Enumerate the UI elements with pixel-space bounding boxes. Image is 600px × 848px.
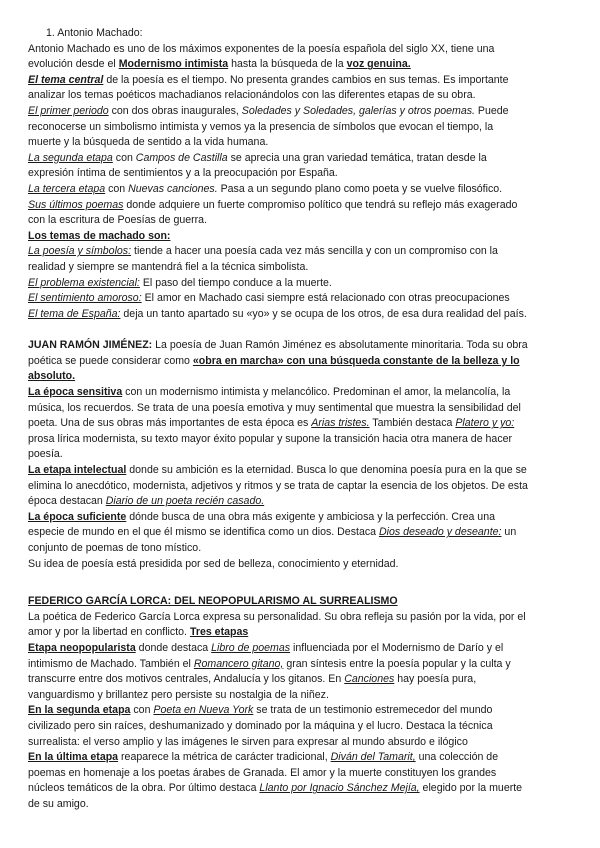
machado-periodo-2 bbox=[28, 151, 528, 182]
label: La época sensitiva bbox=[28, 386, 123, 399]
label: La época suficiente bbox=[28, 510, 127, 523]
text: La poesía de Juan Ramón Jiménez es absolutamente minoritaria. Toda su obra poética se puede considerar como bbox=[28, 339, 528, 367]
jimenez-intro bbox=[28, 338, 528, 385]
text: donde destaca bbox=[135, 641, 212, 654]
text: También destaca bbox=[369, 417, 456, 430]
text: Pasa a un segundo plano como poeta y se vuelve filosófico. bbox=[217, 182, 503, 195]
work-title: Libro de poemas bbox=[211, 641, 291, 654]
text: influenciada por el Modernismo de Darío y el intimismo de Machado. También el bbox=[28, 641, 504, 670]
work-title: Diván del Tamarit, bbox=[330, 751, 416, 764]
work-title: Dios deseado y deseante: bbox=[378, 526, 502, 539]
machado-intro bbox=[28, 42, 528, 73]
emphasis: Modernismo intimista bbox=[118, 58, 229, 71]
section-heading-lorca: FEDERICO GARCÍA LORCA: DEL NEOPOPULARISMO AL SURREALISMO bbox=[28, 595, 398, 608]
machado-tema-1 bbox=[28, 244, 528, 275]
work-title: Nuevas canciones. bbox=[128, 182, 218, 195]
text: donde su ambición es la eternidad. Busca lo que denomina poesía pura en la que se elimina lo anecdótico, modernista, adjetivos y ritmos y se trata de captar la esencia de los objetos. De esta época destacan bbox=[28, 464, 528, 508]
text: con un modernismo intimista y melancólico. Predominan el amor, la melancolía, la música, los recuerdos. Se trata de una poesía emotiva y muy sentimental que muestra la sensibilidad del poeta. Una de sus obras más importantes de esta época es bbox=[28, 386, 521, 430]
label: Sus últimos poemas bbox=[28, 198, 124, 211]
work-title: Romancero gitano, bbox=[193, 657, 284, 670]
jimenez-epoca-sensitiva bbox=[28, 385, 528, 463]
work-title: Platero y yo: bbox=[455, 417, 515, 430]
label: El tema de España: bbox=[28, 307, 121, 320]
text: hay poesía pura, vanguardismo y brillantez pero persiste su nostalgia de la niñez. bbox=[28, 673, 477, 701]
text: se aprecia una gran variedad temática, tratan desde la expresión íntima de sentimientos y a la preocupación por España. bbox=[28, 151, 487, 180]
jimenez-epoca-suficiente bbox=[28, 510, 528, 557]
emphasis: voz genuina. bbox=[346, 58, 411, 71]
text: tiende a hacer una poesía cada vez más sencilla y con un compromiso con la realidad y siempre se mantendrá fiel a la técnica simbolista. bbox=[28, 245, 498, 273]
text: Puede reconocerse un simbolismo intimista y vemos ya la presencia de símbolos que evocan el tiempo, la muerte y la búsqueda de sentido a la vida humana. bbox=[28, 104, 509, 149]
emphasis: Tres etapas bbox=[189, 626, 249, 639]
machado-periodo-3 bbox=[28, 182, 528, 198]
label: El tema central bbox=[28, 73, 104, 86]
text: con bbox=[105, 182, 129, 195]
spacer bbox=[28, 322, 528, 338]
machado-periodo-1 bbox=[28, 104, 528, 151]
text: deja un tanto apartado su «yo» y se ocupa de los otros, de esa dura realidad del país. bbox=[120, 307, 527, 320]
text: hasta la búsqueda de la bbox=[228, 58, 347, 71]
lorca-etapa-1 bbox=[28, 641, 528, 703]
work-title: Canciones bbox=[344, 673, 395, 686]
machado-tema-central bbox=[28, 73, 528, 104]
work-title: Campos de Castilla bbox=[135, 151, 228, 164]
lorca-etapa-3 bbox=[28, 750, 528, 812]
text: La poética de Federico García Lorca expresa su personalidad. Su obra refleja su pasión por la vida, por el amor y por la libertad en conflicto. bbox=[28, 610, 526, 639]
lorca-etapa-2 bbox=[28, 703, 528, 750]
text: prosa lírica modernista, su texto mayor éxito popular y supone la transición hacia otra manera de hacer poesía. bbox=[28, 432, 513, 461]
text: de la poesía es el tiempo. No presenta grandes cambios en sus temas. Es importante analizar los temas poéticos machadianos relacionándolos con las diferentes etapas de su obra. bbox=[28, 73, 509, 102]
work-title: Poeta en Nueva York bbox=[153, 704, 254, 717]
emphasis: «obra en marcha» con una búsqueda constante de la belleza y lo absoluto. bbox=[28, 354, 520, 383]
machado-tema-2 bbox=[28, 276, 528, 292]
machado-periodo-4 bbox=[28, 198, 528, 229]
spacer bbox=[28, 572, 528, 594]
machado-temas-heading: Los temas de machado son: bbox=[28, 229, 171, 242]
text: gran síntesis entre la poesía popular y la culta y transcurre entre dos motivos centrales, Andalucía y los gitanos. En bbox=[28, 657, 511, 686]
text: dónde busca de una obra más exigente y ambiciosa y la perfección. Crea una especie de mundo en el que él mismo se identifica como un dios. Destaca bbox=[28, 510, 495, 539]
label: Etapa neopopularista bbox=[28, 641, 136, 654]
machado-tema-4 bbox=[28, 307, 528, 323]
label: El primer periodo bbox=[28, 104, 109, 117]
label: La tercera etapa bbox=[28, 182, 106, 195]
text: con bbox=[112, 151, 136, 164]
label: En la segunda etapa bbox=[28, 704, 131, 717]
work-title: Llanto por Ignacio Sánchez Mejía, bbox=[259, 782, 420, 795]
work-title: Soledades y Soledades, galerías y otros poemas. bbox=[241, 104, 475, 117]
label: La poesía y símbolos: bbox=[28, 245, 132, 258]
work-title: Arias tristes. bbox=[311, 417, 370, 430]
jimenez-closing: Su idea de poesía está presidida por sed de belleza, conocimiento y eternidad. bbox=[28, 557, 399, 570]
jimenez-etapa-intelectual bbox=[28, 463, 528, 510]
label: En la última etapa bbox=[28, 751, 119, 764]
label: El sentimiento amoroso: bbox=[28, 292, 142, 305]
text: elegido por la muerte de su amigo. bbox=[28, 782, 523, 810]
text: con bbox=[130, 704, 154, 717]
section-heading-jimenez: JUAN RAMÓN JIMÉNEZ: bbox=[28, 339, 153, 352]
label: El problema existencial: bbox=[28, 276, 140, 289]
text: un conjunto de poemas de tono místico. bbox=[28, 526, 517, 554]
text: El amor en Machado casi siempre está relacionado con otras preocupaciones bbox=[141, 292, 510, 305]
work-title: Diario de un poeta recién casado. bbox=[105, 495, 265, 508]
text: El paso del tiempo conduce a la muerte. bbox=[139, 276, 332, 289]
text: una colección de poemas en homenaje a los poetas árabes de Granada. El amor y la muerte constituyen los grandes núcleos temáticos de la obra. Por último destaca bbox=[28, 751, 499, 795]
text: se trata de un testimonio estremecedor del mundo civilizado pero sin raíces, deshumanizado y dominado por la máquina y el lucro. Destaca la técnica surrealista: el verso amplio y las imágenes le sirven para expresar al mundo absurdo e ilógico bbox=[28, 704, 493, 748]
text: Antonio Machado es uno de los máximos exponentes de la poesía española del siglo XX, tiene una evolución desde el bbox=[28, 42, 495, 71]
text: donde adquiere un fuerte compromiso político que tendrá su reflejo más exagerado con la escritura de Poesías de guerra. bbox=[28, 198, 518, 227]
label: La segunda etapa bbox=[28, 151, 113, 164]
text: con dos obras inaugurales, bbox=[108, 104, 242, 117]
label: La etapa intelectual bbox=[28, 464, 127, 477]
lorca-intro bbox=[28, 610, 528, 641]
machado-tema-3 bbox=[28, 291, 528, 307]
document-body bbox=[28, 26, 528, 813]
text: reaparece la métrica de carácter tradicional, bbox=[118, 751, 331, 764]
section-heading-machado: 1. Antonio Machado: bbox=[46, 27, 143, 39]
